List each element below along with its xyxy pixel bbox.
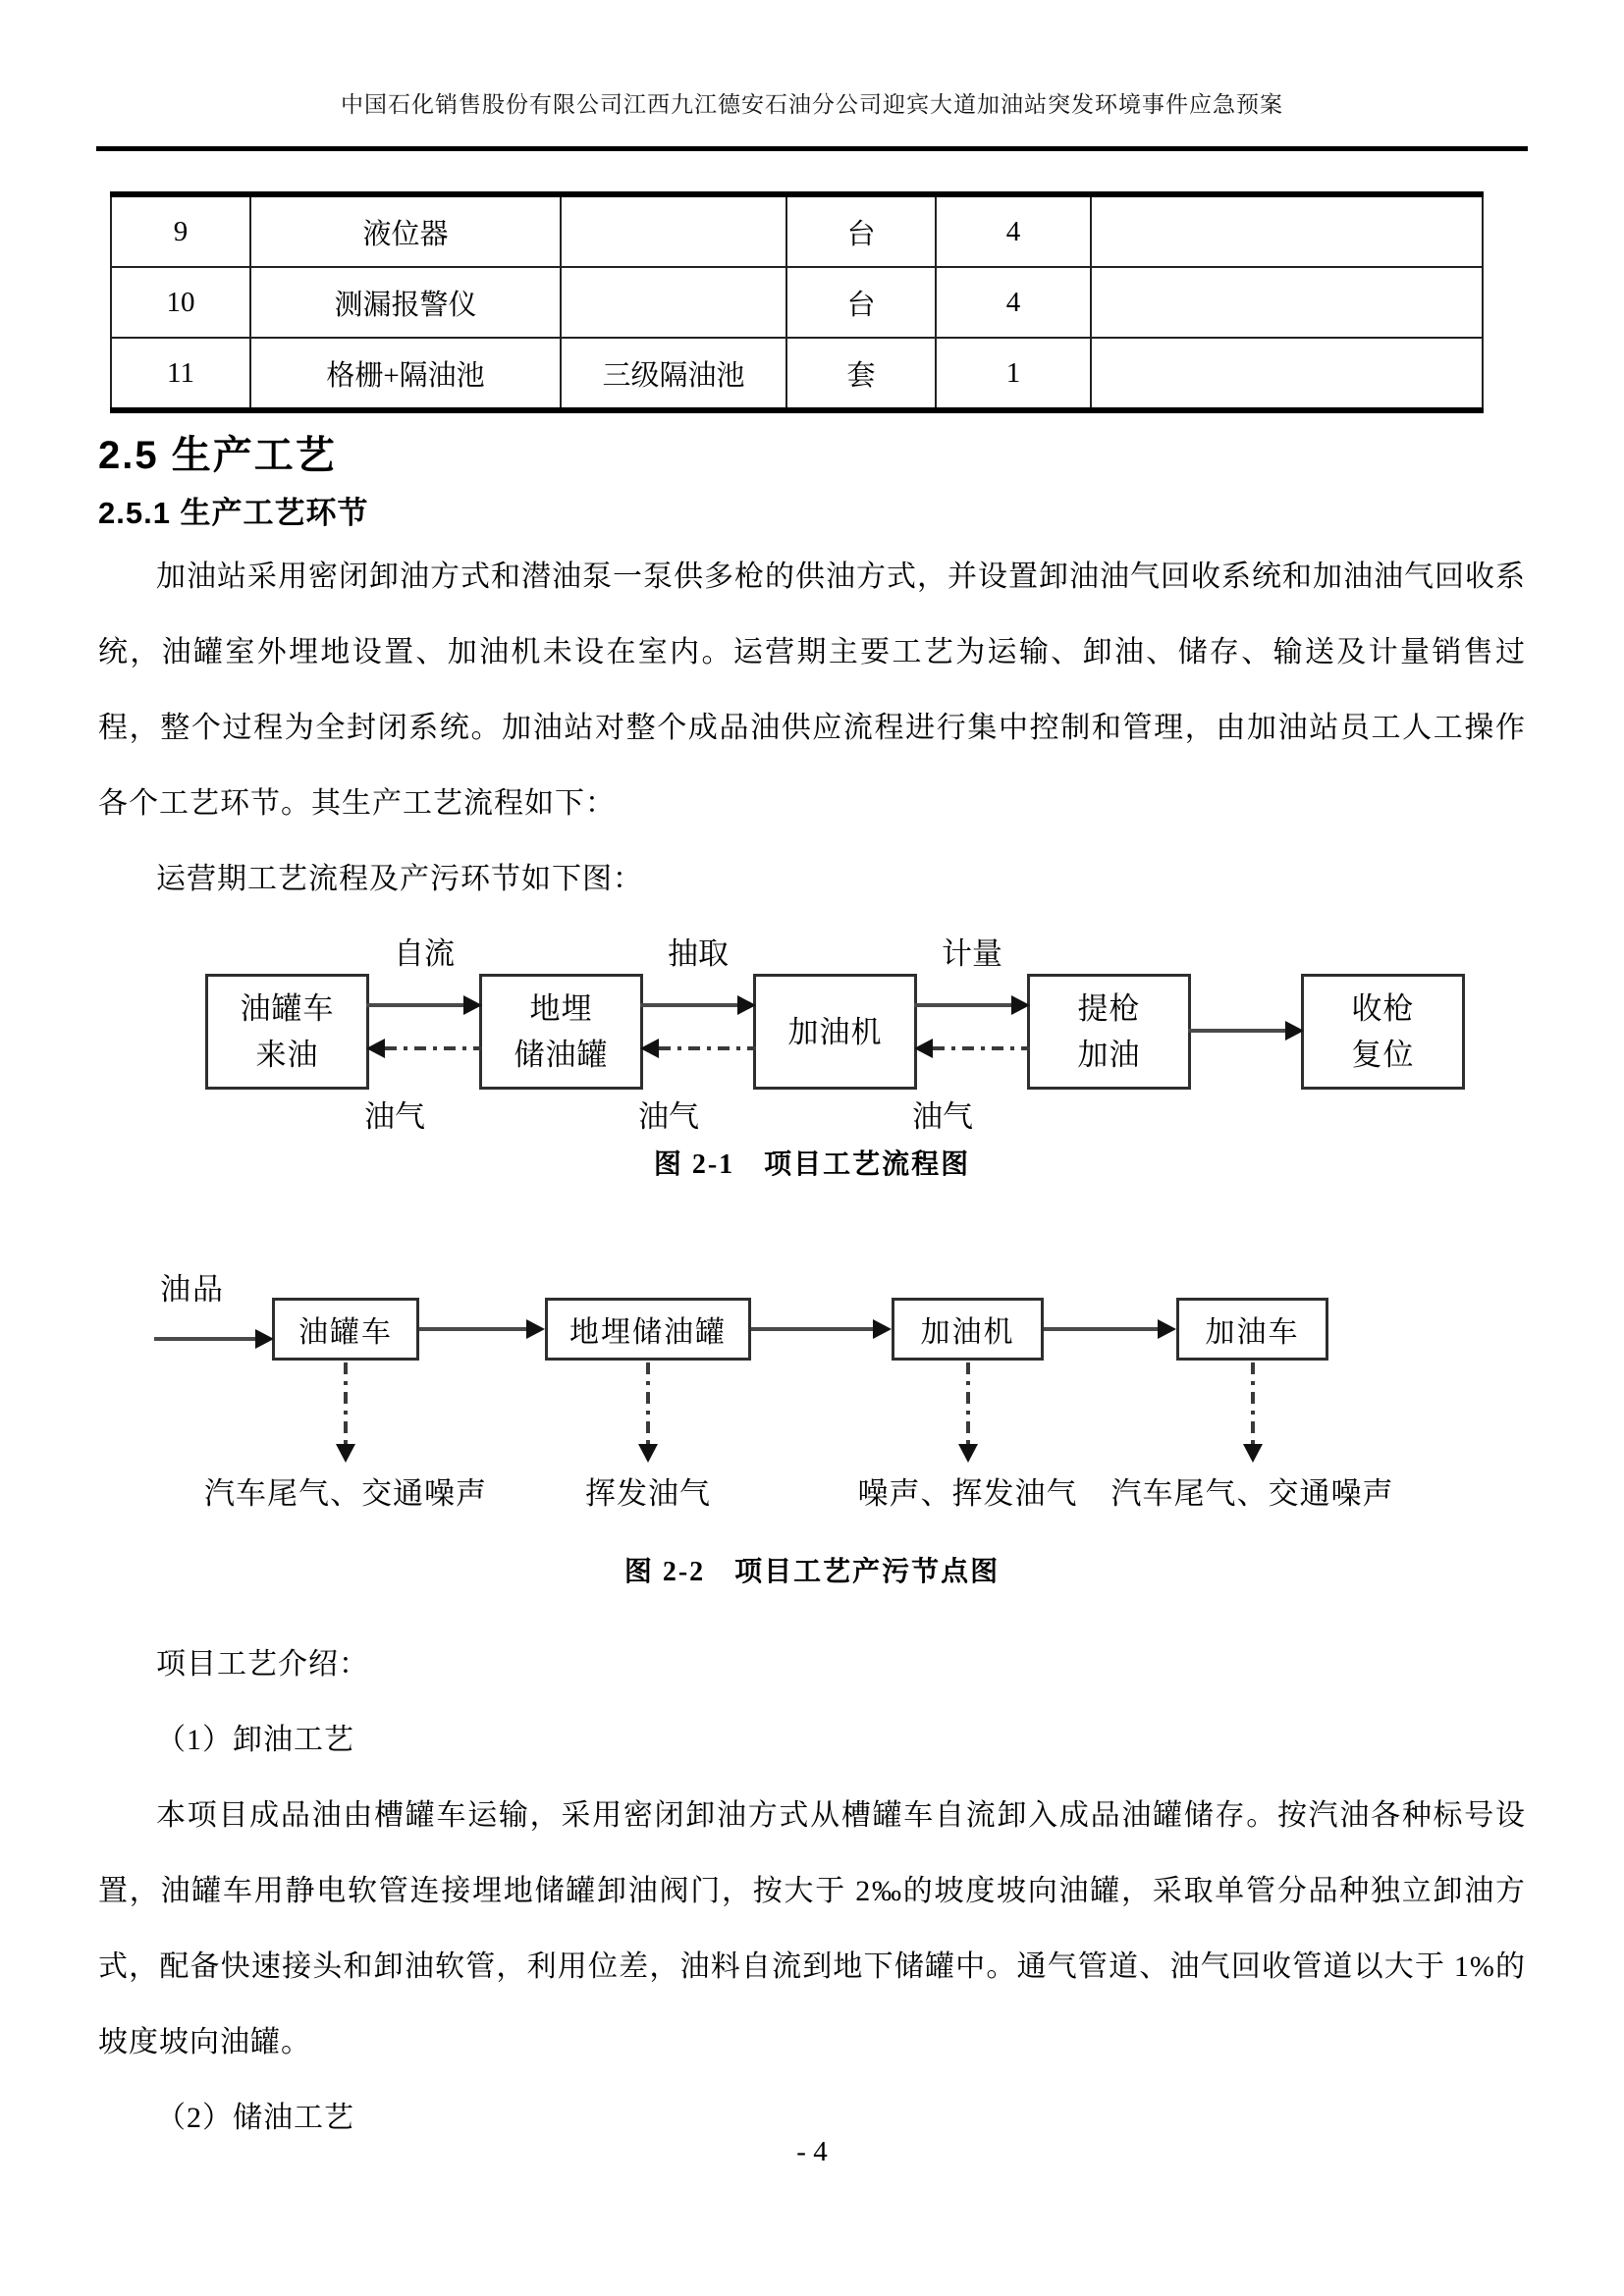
pollution-unit-tanker (204, 1298, 487, 1513)
cell-spec (561, 194, 786, 267)
pollution-node-diagram (154, 1272, 1470, 1513)
cell-qty: 1 (936, 338, 1091, 410)
figure-2-2-caption: 图 2-2 项目工艺产污节点图 (623, 1557, 1001, 1587)
section-heading-2-5: 2.5 生产工艺 (98, 434, 337, 477)
flow-box-dispenser (753, 974, 917, 1090)
paragraph-unloading-heading: （1）卸油工艺 (156, 1724, 354, 1756)
connector-label-bottom: 油气 (912, 1099, 973, 1134)
page-number: - 4 (796, 2136, 828, 2167)
dashed-arrow-down-icon (1243, 1362, 1263, 1463)
pollution-unit-dispenser (857, 1298, 1078, 1513)
dashed-arrow-left-icon (640, 1039, 756, 1058)
dashed-arrow-left-icon (366, 1039, 482, 1058)
solid-arrow-right-icon (154, 1329, 274, 1349)
emission-label: 汽车尾气、交通噪声 (204, 1476, 487, 1511)
cell-no: 10 (111, 267, 250, 338)
cell-name: 格栅+隔油池 (250, 338, 561, 410)
cell-remark (1091, 194, 1483, 267)
cell-spec (561, 267, 786, 338)
table-row (111, 267, 1483, 338)
document-header-title: 中国石化销售股份有限公司江西九江德安石油分公司迎宾大道加油站突发环境事件应急预案 (341, 92, 1283, 117)
node-box: 加油机 (892, 1298, 1044, 1361)
solid-arrow-right-icon (640, 995, 756, 1015)
node-box: 地埋储油罐 (545, 1298, 751, 1361)
cell-remark (1091, 338, 1483, 410)
cell-unit: 台 (786, 194, 936, 267)
flow-box-text: 加油机 (787, 1014, 883, 1049)
table-row (111, 338, 1483, 410)
paragraph-flow-intro: 运营期工艺流程及产污环节如下图： (156, 863, 643, 895)
node-connector (1044, 1298, 1176, 1361)
flow-box-text: 加油 (1077, 1038, 1141, 1072)
pollution-unit-refueled-vehicle (1110, 1298, 1394, 1513)
emission-label: 噪声、挥发油气 (857, 1476, 1078, 1511)
connector-label-top: 自流 (394, 936, 455, 971)
cell-name: 液位器 (250, 194, 561, 267)
flow-box-text: 来油 (255, 1038, 319, 1072)
connector-label-top: 抽取 (668, 936, 729, 971)
flow-box-return-nozzle (1301, 974, 1465, 1090)
header-divider (96, 146, 1528, 151)
paragraph-storage-heading: （2）储油工艺 (156, 2102, 354, 2134)
node-connector (419, 1298, 545, 1361)
dashed-arrow-down-icon (336, 1362, 355, 1463)
page-content (98, 191, 1526, 2156)
input-lead (154, 1272, 272, 1361)
flow-connector (364, 936, 479, 1134)
solid-arrow-right-icon (751, 1319, 892, 1339)
solid-arrow-right-icon (366, 995, 482, 1015)
section-heading-2-5-1: 2.5.1 生产工艺环节 (98, 496, 369, 530)
cell-name: 测漏报警仪 (250, 267, 561, 338)
pollution-unit-buried-tank (545, 1298, 751, 1513)
dashed-arrow-down-icon (638, 1362, 658, 1463)
solid-arrow-right-icon (419, 1319, 545, 1339)
connector-label-top: 计量 (942, 936, 1002, 971)
cell-qty: 4 (936, 194, 1091, 267)
cell-spec: 三级隔油池 (561, 338, 786, 410)
emission-label: 挥发油气 (585, 1476, 711, 1511)
flow-box-buried-tank (479, 974, 643, 1090)
cell-remark (1091, 267, 1483, 338)
flow-connector (638, 936, 753, 1134)
node-box: 油罐车 (272, 1298, 419, 1361)
process-flow-diagram (205, 929, 1465, 1134)
pollution-node-row (154, 1272, 1470, 1513)
cell-unit: 台 (786, 267, 936, 338)
solid-arrow-right-icon (1044, 1319, 1176, 1339)
node-box: 加油车 (1176, 1298, 1328, 1361)
flow-box-lift-nozzle (1027, 974, 1191, 1090)
flow-box-text: 复位 (1351, 1038, 1415, 1072)
flow-box-text: 收枪 (1351, 991, 1415, 1026)
node-connector (751, 1298, 892, 1361)
input-label: 油品 (160, 1272, 225, 1307)
flow-box-tanker-arrival (205, 974, 369, 1090)
cell-unit: 套 (786, 338, 936, 410)
cell-no: 11 (111, 338, 250, 410)
solid-arrow-right-icon (1188, 1021, 1304, 1041)
emission-label: 汽车尾气、交通噪声 (1110, 1476, 1394, 1511)
solid-arrow-right-icon (914, 995, 1030, 1015)
flow-box-text: 地埋 (529, 991, 593, 1026)
flow-connector (912, 936, 1027, 1134)
cell-qty: 4 (936, 267, 1091, 338)
table-row (111, 194, 1483, 267)
paragraph-process-overview: 加油站采用密闭卸油方式和潜油泵一泵供多枪的供油方式，并设置卸油油气回收系统和加油油气回收系统，油罐室外埋地设置、加油机未设在室内。运营期主要工艺为运输、卸油、储存、输送及计量销售过程，整个过程为全封闭系统。加油站对整个成品油供应流程进行集中控制和管理，由加油站员工人工操作各个工艺环节。其生产工艺流程如下： (98, 561, 1526, 820)
figure-2-1-caption: 图 2-1 项目工艺流程图 (653, 1149, 971, 1180)
dashed-arrow-down-icon (958, 1362, 978, 1463)
paragraph-unloading-detail: 本项目成品油由槽罐车运输，采用密闭卸油方式从槽罐车自流卸入成品油罐储存。按汽油各种标号设置，油罐车用静电软管连接埋地储罐卸油阀门，按大于 2‰的坡度坡向油罐，采取单管分品种独立卸油方式，配备快速接头和卸油软管，利用位差，油料自流到地下储罐中。通气管道、油气回收管道以大于 1%的坡度坡向油罐。 (98, 1799, 1526, 2058)
connector-label-bottom: 油气 (638, 1099, 699, 1134)
flow-box-text: 油罐车 (240, 991, 335, 1026)
flow-box-text: 储油罐 (514, 1038, 609, 1072)
equipment-table (110, 191, 1484, 413)
cell-no: 9 (111, 194, 250, 267)
flow-box-text: 提枪 (1077, 991, 1141, 1026)
flow-connector (1191, 974, 1301, 1090)
paragraph-process-intro: 项目工艺介绍： (156, 1648, 369, 1681)
connector-label-bottom: 油气 (364, 1099, 425, 1134)
dashed-arrow-left-icon (914, 1039, 1030, 1058)
process-flow-row (205, 936, 1465, 1134)
